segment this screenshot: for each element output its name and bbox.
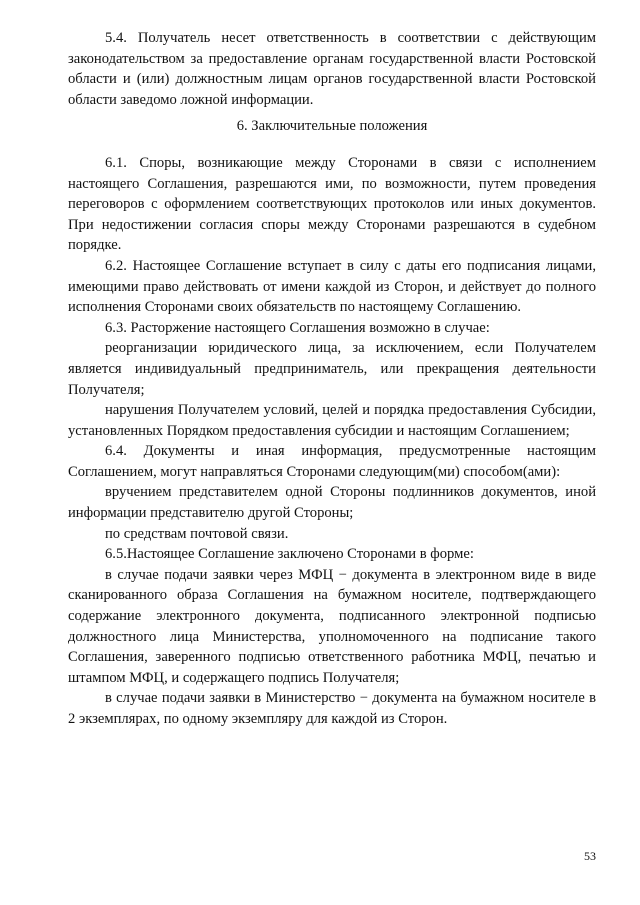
paragraph-6-4-item-b: по средствам почтовой связи. [105, 525, 289, 542]
paragraph-6-5-item-a: в случае подачи заявки через МФЦ − документа в электронном виде в виде сканированного образа Соглашения на бумажном носителе, подтверждающего содержание электронного документа, подписанного электронной подписью должностного лица Министерства, уполномоченного на подписание такого Соглашения, заверенного подписью ответственного работника МФЦ, печатью и штампом МФЦ, и содержащего подпись Получателя; [68, 566, 596, 686]
paragraph-5-4: 5.4. Получатель несет ответственность в соответствии с действующим законодательством за предоставление органам государственной власти Ростовской области и (или) должностным лицам органов государственной власти Ростовской области заведомо ложной информации. [68, 30, 596, 108]
section-heading: 6. Заключительные положения [236, 118, 428, 135]
paragraph-6-4: 6.4. Документы и иная информация, предусмотренные настоящим Соглашением, могут направляться Сторонами следующим(ми) способом(ами): [68, 443, 596, 480]
paragraph-6-5: 6.5.Настоящее Соглашение заключено Сторонами в форме: [105, 546, 474, 563]
paragraph-6-4-item-a: вручением представителем одной Стороны подлинников документов, иной информации представителю другой Стороны; [68, 484, 596, 522]
paragraph-6-3-item-a: реорганизации юридического лица, за исключением, если Получателем является индивидуальный предприниматель, или прекращения деятельности Получателя; [68, 340, 596, 398]
paragraph-6-3: 6.3. Расторжение настоящего Соглашения возможно в случае: [105, 319, 490, 336]
paragraph-6-1: 6.1. Споры, возникающие между Сторонами в связи с исполнением настоящего Соглашения, разрешаются ими, по возможности, путем проведения переговоров с оформлением соответствующих протоколов или иных документов. При недостижении согласия споры между Сторонами разрешаются в судебном порядке. [68, 154, 596, 254]
paragraph-6-5-item-b: в случае подачи заявки в Министерство − документа на бумажном носителе в 2 экземплярах, по одному экземпляру для каждой из Сторон. [68, 690, 596, 727]
page-number: 53 [584, 849, 596, 863]
paragraph-6-2: 6.2. Настоящее Соглашение вступает в силу с даты его подписания лицами, имеющими право действовать от имени каждой из Сторон, и действует до полного исполнения Сторонами своих обязательств по настоящему Соглашению. [68, 257, 596, 316]
paragraph-6-3-item-b: нарушения Получателем условий, целей и порядка предоставления Субсидии, установленных Порядком предоставления субсидии и настоящим Соглашением; [68, 402, 596, 439]
